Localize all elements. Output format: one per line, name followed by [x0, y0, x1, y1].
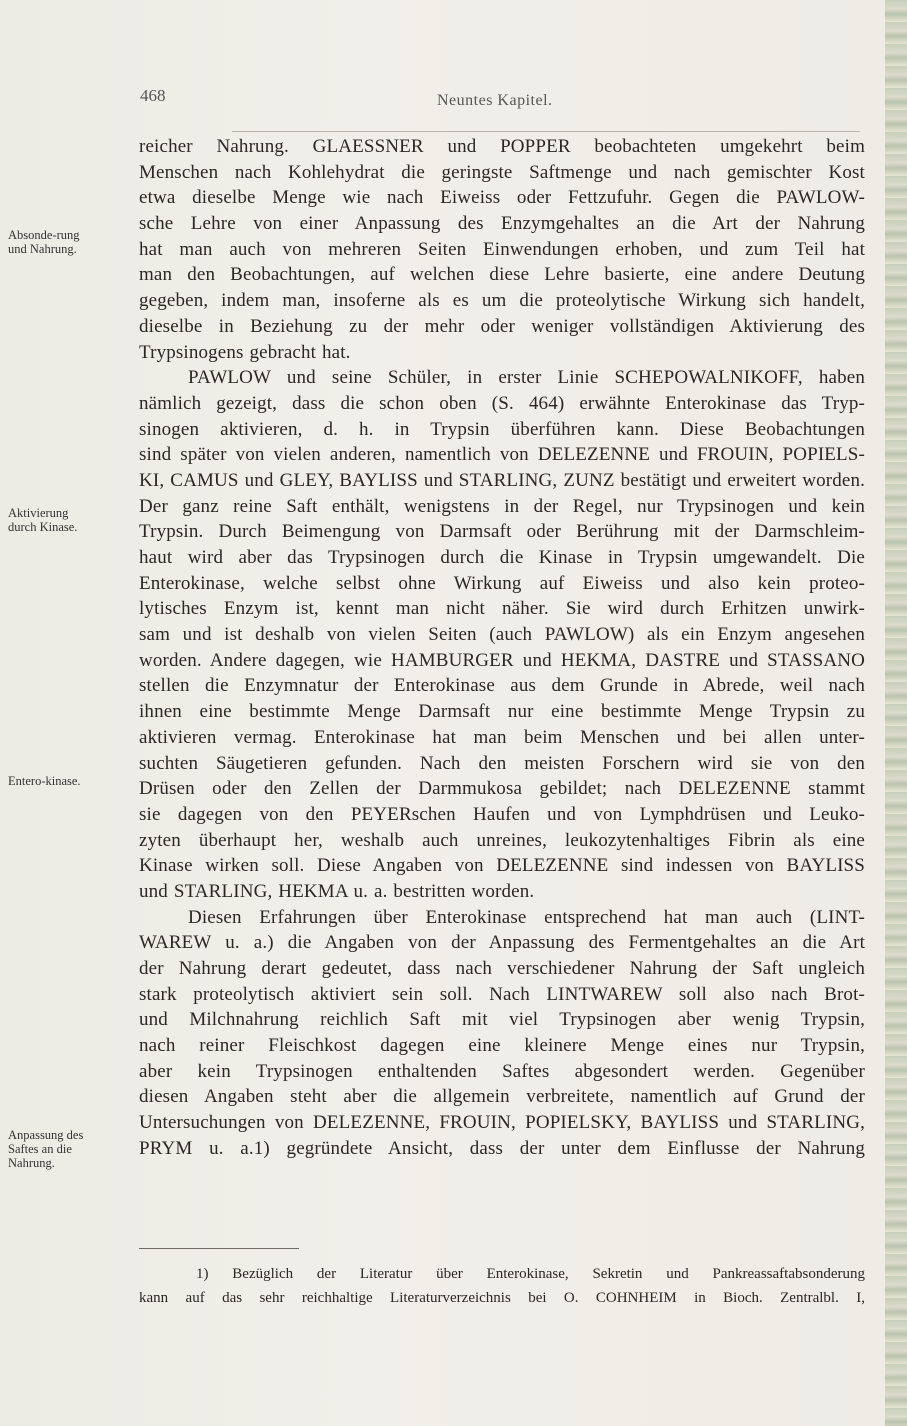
body-line: gegeben, indem man, insoferne als es um die proteolytische Wirkung sich handelt, [139, 290, 865, 312]
footnote-line: kann auf das sehr reichhaltige Literaturverzeichnis bei O. COHNHEIM in Bioch. Zentralbl. I, [139, 1290, 865, 1306]
body-line: WAREW u. a.) die Angaben von der Anpassung des Fermentgehaltes an die Art [139, 932, 865, 954]
body-line: worden. Andere dagegen, wie HAMBURGER und HEKMA, DASTRE und STASSANO [139, 649, 865, 671]
body-line: haut wird aber das Trypsinogen durch die Kinase in Trypsin umgewandelt. Die [139, 547, 865, 568]
body-line: reicher Nahrung. GLAESSNER und POPPER beobachteten umgekehrt beim [139, 136, 865, 157]
body-line: und STARLING, HEKMA u. a. bestritten worden. [139, 880, 535, 902]
body-line: dieselbe in Beziehung zu der mehr oder weniger vollständigen Aktivierung des [139, 315, 865, 337]
page-header [140, 86, 865, 116]
body-line: nämlich gezeigt, dass die schon oben (S. 464) erwähnte Enterokinase das Tryp- [139, 392, 865, 414]
body-line: sam und ist deshalb von vielen Seiten (auch PAWLOW) als ein Enzym angesehen [139, 624, 865, 646]
body-text [139, 134, 865, 1162]
footnote-rule [139, 1248, 299, 1249]
body-line: der Nahrung derart gedeutet, dass nach verschiedener Nahrung der Saft ungleich [139, 958, 865, 979]
page-number: 468 [140, 86, 166, 105]
body-line: sind später von vielen anderen, namentlich von DELEZENNE und FROUIN, POPIELS- [139, 444, 865, 466]
body-line: stark proteolytisch aktiviert sein soll. Nach LINTWAREW soll also nach Brot- [139, 983, 865, 1005]
margin-note-anpassung: Anpassung des Saftes an die Nahrung. [8, 1128, 84, 1170]
body-line: lytisches Enzym ist, kennt man nicht näher. Sie wird durch Erhitzen unwirk- [139, 598, 865, 620]
body-line: PAWLOW und seine Schüler, in erster Linie SCHEPOWALNIKOFF, haben [188, 367, 865, 389]
body-line: Drüsen oder den Zellen der Darmmukosa gebildet; nach DELEZENNE stammt [139, 778, 865, 800]
header-rule [232, 131, 860, 132]
body-line: aktivieren vermag. Enterokinase hat man beim Menschen und bei allen unter- [139, 726, 865, 748]
body-line: diesen Angaben steht aber die allgemein verbreitete, namentlich auf Grund der [139, 1086, 865, 1108]
body-line: PRYM u. a.1) gegründete Ansicht, dass der unter dem Einflusse der Nahrung [139, 1137, 865, 1159]
body-line: aber kein Trypsinogen enthaltenden Saftes abgesondert werden. Gegenüber [139, 1060, 865, 1082]
running-title: Neuntes Kapitel. [437, 92, 553, 109]
body-line: Kinase wirken soll. Diese Angaben von DELEZENNE sind indessen von BAYLISS [139, 855, 865, 877]
body-line: hat man auch von mehreren Seiten Einwendungen erhoben, und zum Teil hat [139, 238, 865, 260]
body-line: ihnen eine bestimmte Menge Darmsaft nur eine bestimmte Menge Trypsin zu [139, 701, 865, 723]
margin-note-absonderung: Absonde-rung und Nahrung. [8, 228, 80, 256]
footnote [139, 1262, 865, 1310]
body-line: man den Beobachtungen, auf welchen diese Lehre basierte, eine andere Deutung [139, 264, 865, 286]
body-line: Menschen nach Kohlehydrat die geringste Saftmenge und nach gemischter Kost [139, 161, 865, 183]
body-line: Untersuchungen von DELEZENNE, FROUIN, POPIELSKY, BAYLISS und STARLING, [139, 1112, 865, 1134]
body-line: Trypsin. Durch Beimengung von Darmsaft oder Berührung mit der Darmschleim- [139, 521, 865, 543]
body-line: Enterokinase, welche selbst ohne Wirkung auf Eiweiss und also kein proteo- [139, 572, 865, 594]
body-line: KI, CAMUS und GLEY, BAYLISS und STARLING, ZUNZ bestätigt und erweitert worden. [139, 469, 865, 491]
body-line: und Milchnahrung reichlich Saft mit viel Trypsinogen aber wenig Trypsin, [139, 1009, 865, 1031]
body-line: suchten Säugetieren gefunden. Nach den meisten Forschern wird sie von den [139, 752, 865, 774]
body-line: nach reiner Fleischkost dagegen eine kleinere Menge eines nur Trypsin, [139, 1035, 865, 1057]
body-line: zyten überhaupt her, weshalb auch unreines, leukozytenhaltiges Fibrin als eine [139, 829, 865, 851]
body-line: Der ganz reine Saft enthält, wenigstens in der Regel, nur Trypsinogen und kein [139, 495, 865, 517]
footnote-line: 1) Bezüglich der Literatur über Enterokinase, Sekretin und Pankreassaftabsonderung [196, 1266, 865, 1282]
page-edge-decoration [885, 0, 907, 1426]
body-line: sche Lehre von einer Anpassung des Enzymgehaltes an die Art der Nahrung [139, 213, 865, 235]
body-line: etwa dieselbe Menge wie nach Eiweiss oder Fettzufuhr. Gegen die PAWLOW- [139, 187, 865, 209]
body-line: Diesen Erfahrungen über Enterokinase entsprechend hat man auch (LINT- [188, 906, 865, 928]
body-line: stellen die Enzymnatur der Enterokinase aus dem Grunde in Abrede, weil nach [139, 675, 865, 697]
margin-note-aktivierung: Aktivierung durch Kinase. [8, 506, 78, 534]
body-line: Trypsinogens gebracht hat. [139, 341, 351, 363]
body-line: sinogen aktivieren, d. h. in Trypsin überführen kann. Diese Beobachtungen [139, 418, 865, 440]
margin-note-enterokinase: Entero-kinase. [8, 774, 81, 788]
body-line: sie dagegen von den PEYERschen Haufen und von Lymphdrüsen und Leuko- [139, 803, 865, 825]
